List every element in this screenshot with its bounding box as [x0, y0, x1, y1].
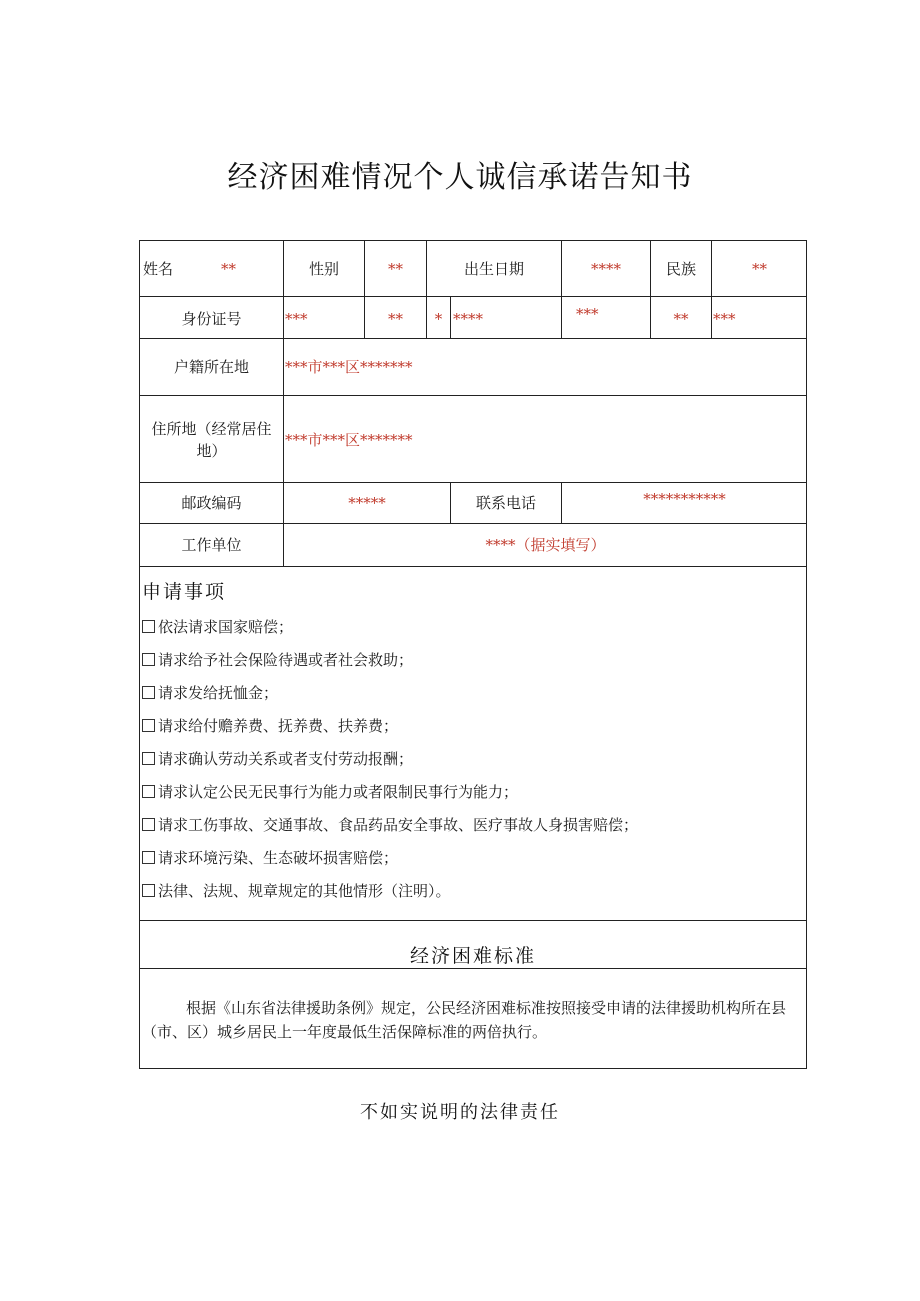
id-number-label: 身份证号 — [181, 310, 242, 328]
phone-value[interactable]: *********** — [643, 490, 726, 508]
col-divider — [283, 296, 284, 338]
ethnic-label: 民族 — [665, 260, 696, 278]
col-divider — [711, 296, 712, 338]
postal-code-label: 邮政编码 — [181, 494, 242, 512]
application-item-label: 请求发给抚恤金； — [158, 684, 279, 702]
application-item-label: 依法请求国家赔偿； — [158, 618, 294, 636]
checkbox[interactable] — [142, 686, 155, 699]
id-number-part[interactable]: **** — [453, 310, 483, 328]
gender-value[interactable]: ** — [388, 260, 403, 278]
residence-label-line1: 住所地（经常居住 — [151, 420, 272, 438]
col-divider — [450, 296, 451, 338]
application-item-label: 请求工伤事故、交通事故、食品药品安全事故、医疗事故人身损害赔偿； — [158, 816, 639, 834]
checkbox[interactable] — [142, 719, 155, 732]
id-number-part[interactable]: ** — [388, 310, 403, 328]
residence-label — [140, 418, 283, 462]
application-item[interactable] — [142, 781, 518, 803]
document-title: 经济困难情况个人诚信承诺告知书 — [227, 160, 693, 195]
row-divider — [139, 338, 807, 339]
application-item-label: 请求认定公民无民事行为能力或者限制民事行为能力； — [158, 783, 519, 801]
checkbox[interactable] — [142, 818, 155, 831]
application-item[interactable] — [142, 814, 638, 836]
checkbox[interactable] — [142, 884, 155, 897]
id-number-part[interactable]: *** — [713, 310, 736, 328]
application-item[interactable] — [142, 649, 413, 671]
phone-label: 联系电话 — [475, 494, 536, 512]
birth-date-value[interactable]: **** — [591, 260, 621, 278]
checkbox[interactable] — [142, 653, 155, 666]
name-label: 姓名 — [143, 260, 174, 278]
application-heading: 申请事项 — [142, 581, 227, 603]
application-item[interactable] — [142, 715, 398, 737]
residence-value[interactable]: ***市***区******* — [285, 431, 413, 449]
checkbox[interactable] — [142, 851, 155, 864]
legal-liability-heading: 不如实说明的法律责任 — [360, 1102, 560, 1123]
id-number-part[interactable]: *** — [285, 310, 308, 328]
employer-value[interactable]: ****（据实填写） — [485, 536, 606, 554]
ethnic-value[interactable]: ** — [752, 260, 767, 278]
row-divider — [139, 566, 807, 567]
row-divider — [139, 523, 807, 524]
row-divider — [139, 920, 807, 921]
standard-heading: 经济困难标准 — [409, 945, 536, 967]
application-item[interactable] — [142, 748, 413, 770]
col-divider — [283, 338, 284, 566]
gender-label: 性别 — [308, 260, 339, 278]
application-item[interactable] — [142, 616, 293, 638]
id-number-part[interactable]: ** — [673, 310, 689, 328]
application-item-label: 法律、法规、规章规定的其他情形（注明）。 — [158, 882, 451, 900]
application-item-label: 请求环境污染、生态破坏损害赔偿； — [158, 849, 399, 867]
employer-label: 工作单位 — [181, 536, 242, 554]
col-divider — [561, 296, 562, 338]
name-value[interactable]: ** — [221, 260, 236, 278]
row-divider — [139, 482, 807, 483]
row-divider — [139, 296, 807, 297]
application-item[interactable] — [142, 847, 398, 869]
id-number-part[interactable]: * — [434, 310, 443, 328]
row-divider — [139, 395, 807, 396]
id-number-part[interactable]: *** — [576, 305, 599, 323]
household-registration-value[interactable]: ***市***区******* — [285, 358, 413, 376]
postal-code-value[interactable]: ***** — [348, 494, 386, 512]
row-divider — [139, 968, 807, 969]
household-registration-label: 户籍所在地 — [173, 358, 249, 376]
application-item-label: 请求给付赡养费、抚养费、扶养费； — [158, 717, 399, 735]
checkbox[interactable] — [142, 620, 155, 633]
birth-date-label: 出生日期 — [463, 260, 524, 278]
application-item[interactable] — [142, 682, 278, 704]
application-item-label: 请求给予社会保险待遇或者社会救助； — [158, 651, 414, 669]
standard-text: 根据《山东省法律援助条例》规定，公民经济困难标准按照接受申请的法律援助机构所在县（市、区）城乡居民上一年度最低生活保障标准的两倍执行。 — [142, 999, 787, 1041]
application-item-label: 请求确认劳动关系或者支付劳动报酬； — [158, 750, 414, 768]
residence-label-line2: 地） — [196, 442, 227, 460]
checkbox[interactable] — [142, 785, 155, 798]
application-item[interactable] — [142, 880, 451, 902]
checkbox[interactable] — [142, 752, 155, 765]
